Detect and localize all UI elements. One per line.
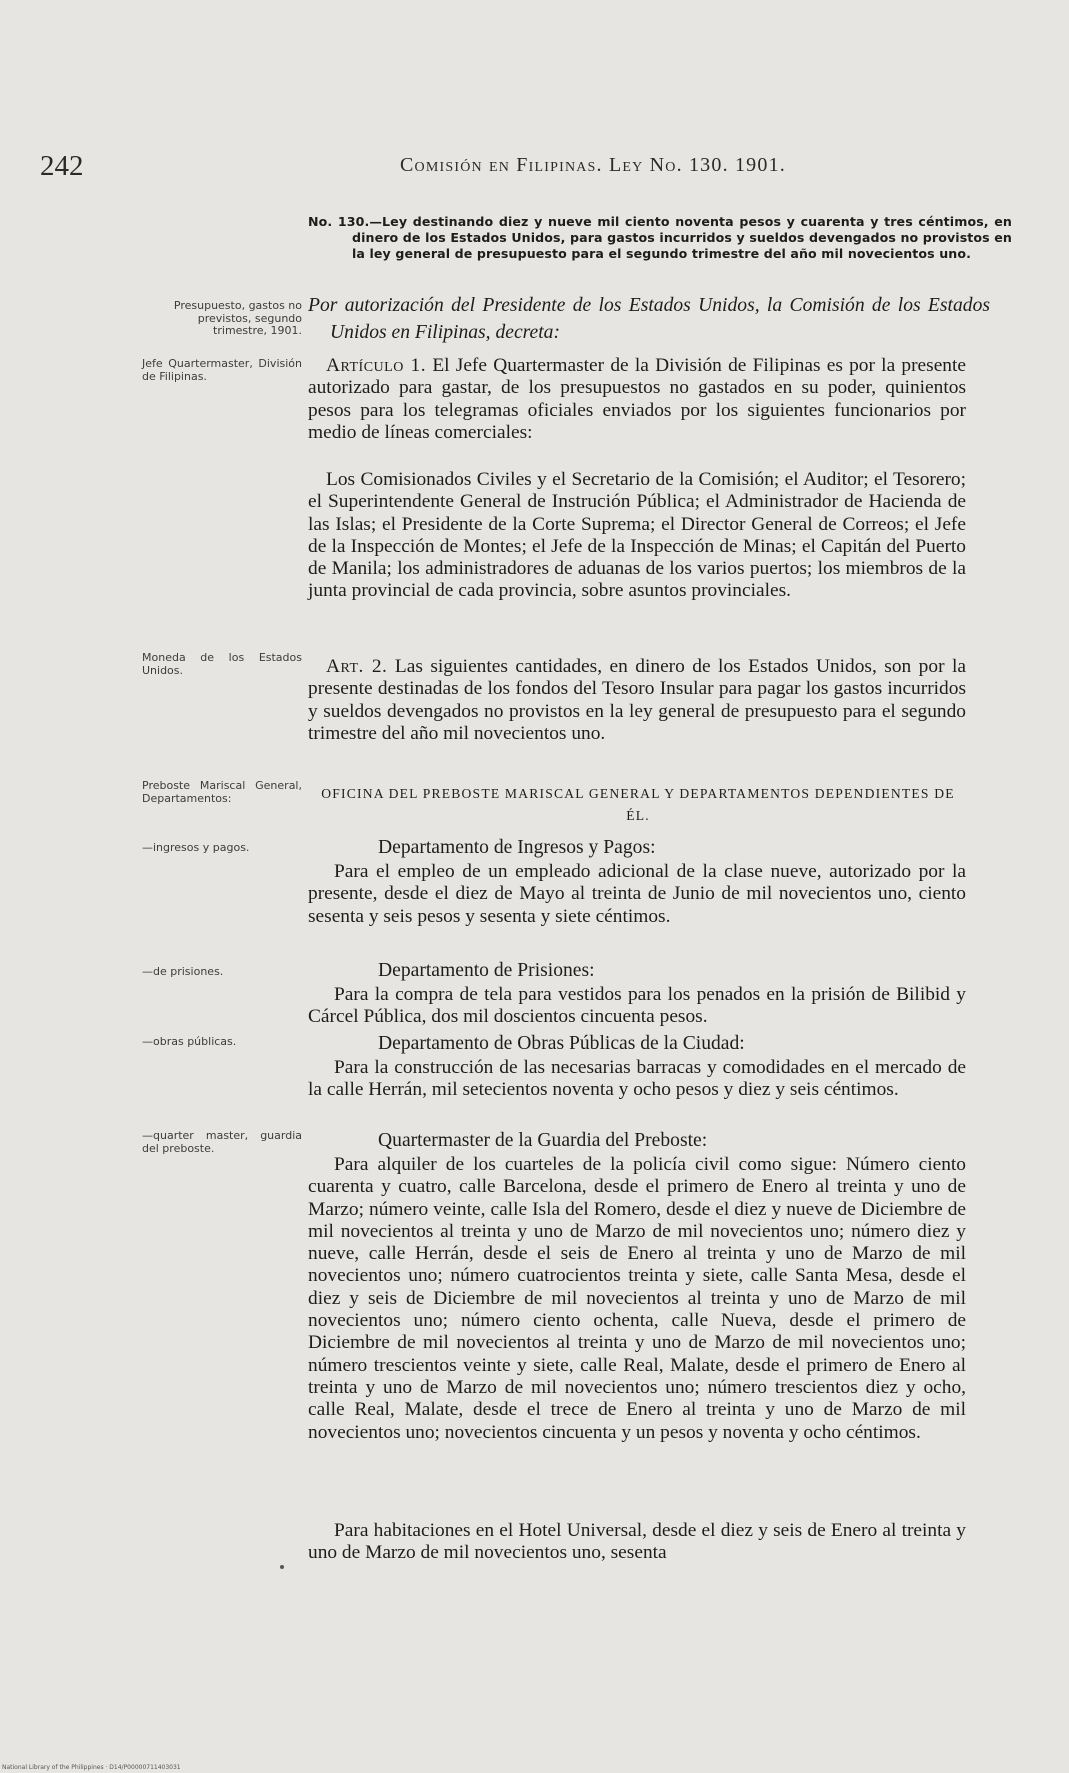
officials-paragraph: Los Comisionados Civiles y el Secretario de la Comisión; el Auditor; el Tesorero; el Superintendente General de Instrución Pública; el Administrador de Hacienda de las Islas; el Presidente de la Corte Suprema; el Director General de Correos; el Jefe de la Inspección de Montes; el Jefe de la Inspección de Minas; el Capitán del Puerto de Manila; los administradores de aduanas de los varios puertos; los miembros de la junta provincial de cada provincia, sobre asuntos provinciales.	[308, 469, 966, 602]
margin-note-presupuesto: Presupuesto, gastos no previstos, segundo trimestre, 1901.	[173, 299, 302, 337]
department-title-quartermaster: Quartermaster de la Guardia del Preboste:	[378, 1130, 708, 1151]
department-title-prisiones: Departamento de Prisiones:	[378, 960, 595, 981]
department-body-ingresos: Para el empleo de un empleado adicional de la clase nueve, autorizado por la presente, desde el diez de Mayo al treinta de Junio de mil novecientos uno, ciento sesenta y seis pesos y sesenta y siete céntimos.	[308, 861, 966, 927]
scan-credit: National Library of the Philippines · D14/P00000711403031	[2, 1764, 181, 1771]
article-2-text: Las siguientes cantidades, en dinero de los Estados Unidos, son por la presente destinadas de los fondos del Tesoro Insular para pagar los gastos incurridos y sueldos devengados no provistos en la ley general de presupuesto para el segundo trimestre del año mil novecientos uno.	[308, 656, 966, 744]
page-header	[40, 150, 870, 190]
article-2	[308, 656, 966, 745]
margin-note-ingresos: —ingresos y pagos.	[142, 841, 250, 854]
department-title-ingresos: Departamento de Ingresos y Pagos:	[378, 837, 656, 858]
law-title: No. 130.—Ley destinando diez y nueve mil ciento noventa pesos y cuarenta y tres céntimos, en dinero de los Estados Unidos, para gastos incurridos y sueldos devengados no provistos en la ley general de presupuesto para el segundo trimestre del año mil novecientos uno.	[308, 214, 1012, 261]
margin-note-prisiones: —de prisiones.	[142, 965, 224, 978]
article-1-heading: Artículo 1.	[326, 355, 427, 376]
ink-speck	[280, 1565, 284, 1569]
department-title-obras: Departamento de Obras Públicas de la Ciudad:	[378, 1033, 745, 1054]
margin-note-obras: —obras públicas.	[142, 1035, 237, 1048]
margin-note-preboste: Preboste Mariscal General, Departamentos:	[142, 779, 302, 805]
article-1	[308, 355, 966, 444]
office-heading: OFICINA DEL PREBOSTE MARISCAL GENERAL Y DEPARTAMENTOS DEPENDIENTES DE ÉL.	[321, 786, 955, 823]
article-2-heading: Art. 2.	[326, 656, 388, 677]
article-1-text: El Jefe Quartermaster de la División de Filipinas es por la presente autorizado para gastar, de los presupuestos no gastados en su poder, quinientos pesos para los telegramas oficiales enviados por los siguientes funcionarios por medio de líneas comerciales:	[308, 355, 966, 443]
department-body-quartermaster: Para alquiler de los cuarteles de la policía civil como sigue: Número ciento cuarenta y cuatro, calle Barcelona, desde el primero de Enero al treinta y uno de Marzo; número veinte, calle Isla del Romero, desde el diez y nueve de Diciembre de mil novecientos al treinta y uno de Marzo de mil novecientos uno; número diez y nueve, calle Herrán, desde el seis de Enero al treinta y uno de Marzo de mil novecientos uno; número cuatrocientos treinta y siete, calle Santa Mesa, desde el diez y seis de Diciembre de mil novecientos al treinta y uno de Marzo de mil novecientos uno; número ciento ochenta, calle Nueva, desde el primero de Diciembre de mil novecientos al treinta y uno de Marzo de mil novecientos uno; número trescientos veinte y siete, calle Real, Malate, desde el primero de Enero al treinta y uno de Marzo de mil novecientos uno; número trescientos diez y ocho, calle Real, Malate, desde el trece de Enero al treinta y uno de Marzo de mil novecientos uno; novecientos cincuenta y un pesos y noventa y ocho céntimos.	[308, 1154, 966, 1443]
running-title: Comisión en Filipinas. Ley No. 130. 1901.	[400, 154, 786, 176]
department-body-prisiones: Para la compra de tela para vestidos para los penados en la prisión de Bilibid y Cárcel Pública, dos mil doscientos cincuenta pesos.	[308, 984, 966, 1028]
department-body-obras: Para la construcción de las necesarias barracas y comodidades en el mercado de la calle Herrán, mil setecientos noventa y ocho pesos y diez y seis céntimos.	[308, 1057, 966, 1101]
decree-clause: Por autorización del Presidente de los Estados Unidos, la Comisión de los Estados Unidos en Filipinas, decreta:	[308, 295, 990, 343]
margin-note-quartermaster-guardia: —quarter master, guardia del preboste.	[142, 1129, 302, 1155]
margin-note-jefe-quartermaster: Jefe Quartermaster, División de Filipinas.	[142, 357, 302, 383]
margin-note-moneda: Moneda de los Estados Unidos.	[142, 651, 302, 677]
page-number: 242	[40, 150, 84, 182]
hotel-paragraph: Para habitaciones en el Hotel Universal, desde el diez y seis de Enero al treinta y uno de Marzo de mil novecientos uno, sesenta	[308, 1520, 966, 1564]
